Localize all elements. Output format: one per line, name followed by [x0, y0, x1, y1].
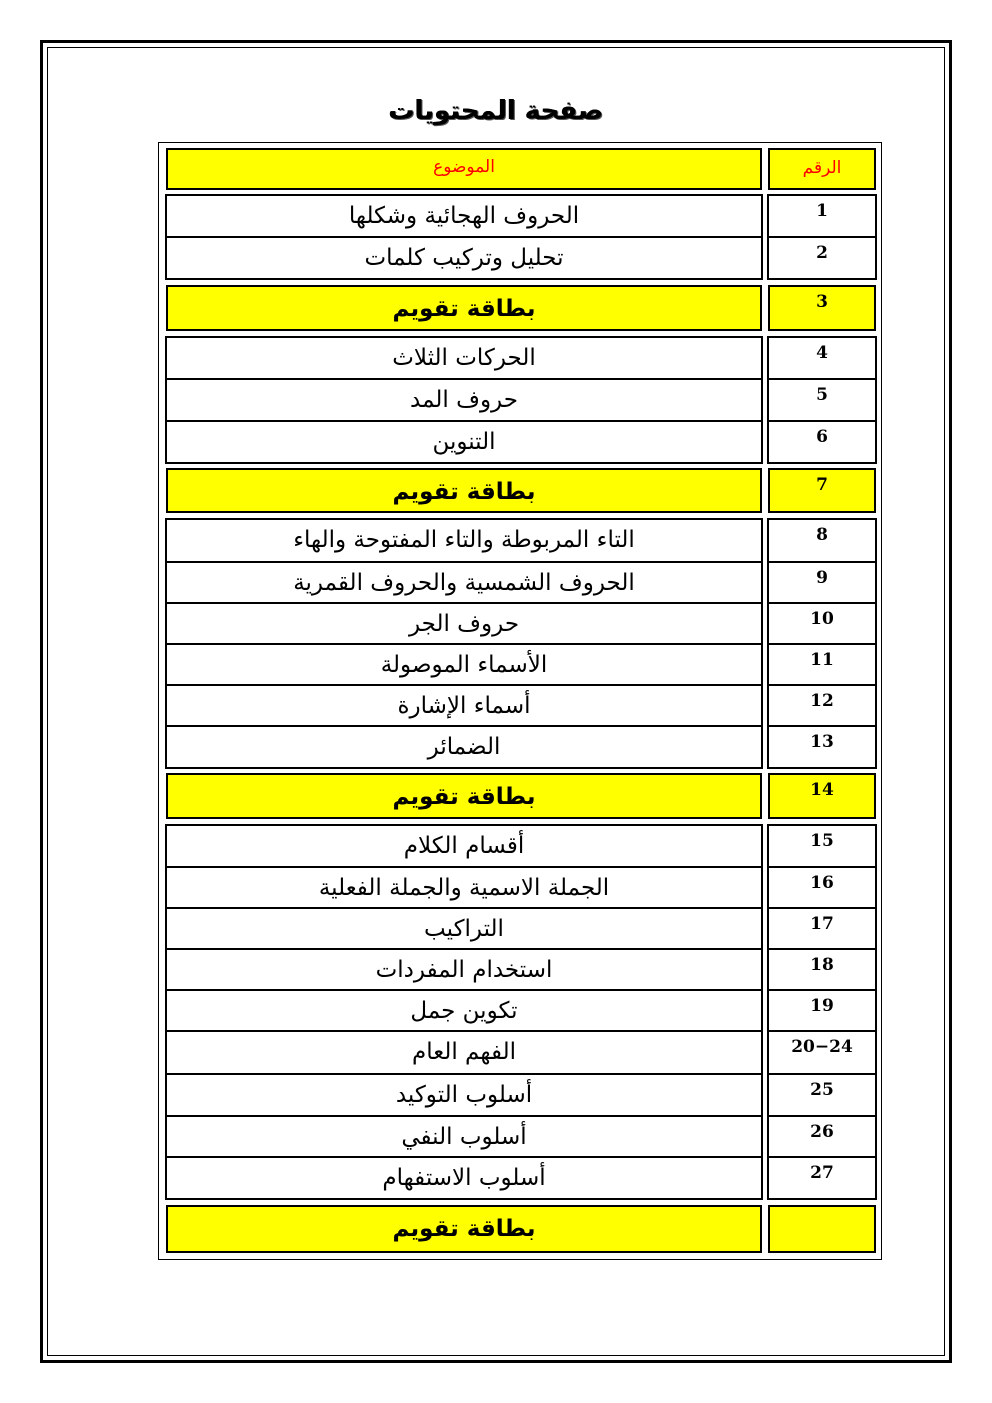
row-group-border [767, 194, 877, 280]
page-number-cell [768, 773, 876, 819]
row-group-border [165, 518, 763, 769]
page-number: 18 [810, 955, 834, 975]
topic-label: بطاقة تقويم [392, 1216, 536, 1242]
page-number: 1 [816, 201, 828, 221]
topic-label: التاء المربوطة والتاء المفتوحة والهاء [293, 527, 635, 553]
page-number: 13 [810, 732, 834, 752]
page-number: 14 [810, 780, 834, 800]
evaluation-card-row [166, 773, 762, 819]
row-group-border [165, 194, 763, 280]
page-number: 10 [810, 609, 834, 629]
topic-label: الحروف الشمسية والحروف القمرية [293, 570, 635, 596]
row-group-border [767, 824, 877, 1200]
page-number-cell [768, 468, 876, 513]
topic-label: الحركات الثلاث [392, 345, 536, 371]
topic-label: أسلوب التوكيد [395, 1082, 533, 1108]
topic-label: أقسام الكلام [403, 833, 525, 859]
page-number-cell [768, 285, 876, 331]
header-topic-label: الموضوع [433, 157, 495, 177]
page-number: 25 [810, 1080, 834, 1100]
topic-label: أسلوب النفي [401, 1124, 527, 1150]
row-group-border [165, 336, 763, 464]
topic-label: أسلوب الاستفهام [382, 1165, 546, 1191]
topic-label: استخدام المفردات [375, 957, 553, 983]
topic-label: أسماء الإشارة [397, 693, 531, 719]
topic-label: بطاقة تقويم [392, 296, 536, 322]
header-number-label: الرقم [802, 158, 842, 178]
topic-label: الجملة الاسمية والجملة الفعلية [318, 875, 610, 901]
page-number: 5 [816, 385, 828, 405]
page-number: 7 [816, 475, 828, 495]
topic-label: بطاقة تقويم [392, 784, 536, 810]
row-group-border [767, 336, 877, 464]
page-number-cell [768, 1205, 876, 1253]
page-number: 20−24 [791, 1037, 853, 1057]
page-number: 16 [810, 873, 834, 893]
header-topic-cell [166, 148, 762, 190]
page-title: صفحة المحتويات [388, 96, 604, 126]
topic-label: الفهم العام [412, 1039, 516, 1065]
page-number: 17 [810, 914, 834, 934]
topic-label: الأسماء الموصولة [380, 652, 548, 678]
page-number: 15 [810, 831, 834, 851]
page-number: 19 [810, 996, 834, 1016]
topic-label: تحليل وتركيب كلمات [364, 245, 564, 271]
topic-label: التنوين [432, 429, 496, 455]
page-number: 4 [816, 343, 828, 363]
page-number: 27 [810, 1163, 834, 1183]
topic-label: تكوين جمل [410, 998, 518, 1024]
topic-label: الضمائر [427, 734, 501, 760]
page-number: 6 [816, 427, 828, 447]
evaluation-card-row [166, 285, 762, 331]
evaluation-card-row [166, 1205, 762, 1253]
header-number-cell [768, 148, 876, 190]
page-number: 2 [816, 243, 828, 263]
page-number: 11 [810, 650, 834, 670]
page-number: 9 [816, 568, 828, 588]
topic-label: حروف المد [410, 387, 518, 413]
page-number: 12 [810, 691, 834, 711]
topic-label: الحروف الهجائية وشكلها [348, 203, 580, 229]
row-group-border [165, 824, 763, 1200]
page-number: 26 [810, 1122, 834, 1142]
page-number: 3 [816, 292, 828, 312]
topic-label: التراكيب [424, 916, 504, 942]
evaluation-card-row [166, 468, 762, 513]
row-group-border [767, 518, 877, 769]
page-number: 8 [816, 525, 828, 545]
topic-label: بطاقة تقويم [392, 479, 536, 505]
topic-label: حروف الجر [408, 611, 520, 637]
